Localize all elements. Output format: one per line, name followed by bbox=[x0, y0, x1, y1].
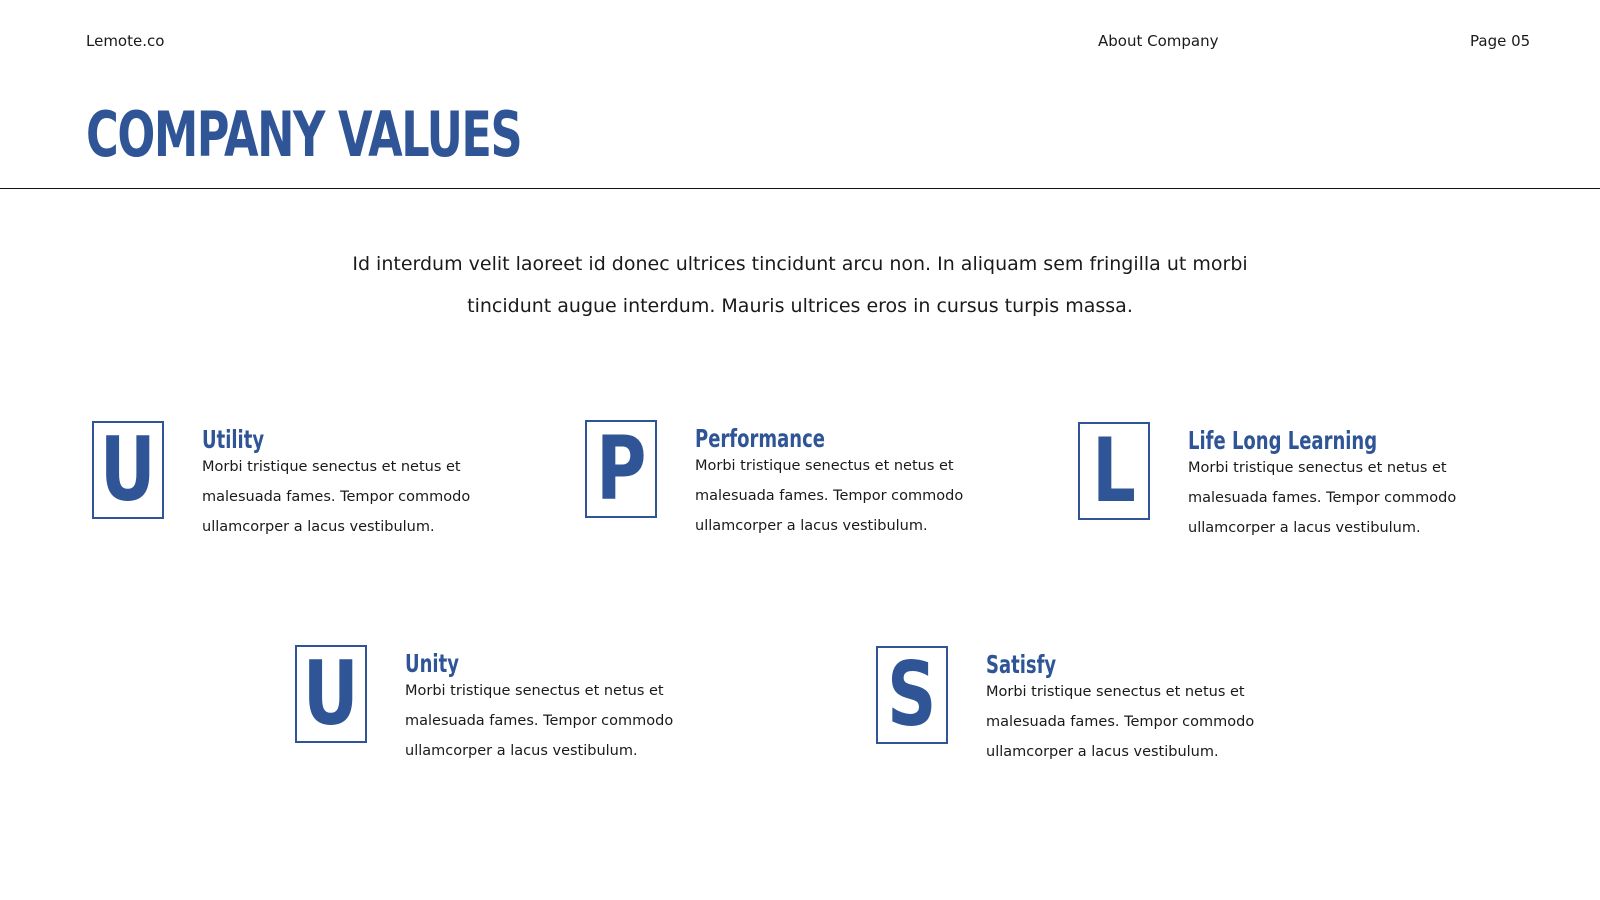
letter-box-performance bbox=[585, 417, 657, 520]
value-description: Morbi tristique senectus et netus et malesuada fames. Tempor commodo ullamcorper a lacus vestibulum. bbox=[695, 458, 964, 534]
letter-box-utility bbox=[92, 418, 164, 521]
letter-box-life-long-learning bbox=[1078, 419, 1150, 522]
page-title: COMPANY VALUES bbox=[86, 98, 522, 171]
value-title: Unity bbox=[405, 649, 459, 678]
letter-box-satisfy bbox=[876, 643, 948, 746]
section-label: About Company bbox=[1098, 32, 1219, 50]
page-number: Page 05 bbox=[1470, 32, 1531, 50]
value-description: Morbi tristique senectus et netus et malesuada fames. Tempor commodo ullamcorper a lacus vestibulum. bbox=[202, 459, 471, 535]
value-title: Satisfy bbox=[986, 650, 1057, 679]
value-description: Morbi tristique senectus et netus et malesuada fames. Tempor commodo ullamcorper a lacus vestibulum. bbox=[986, 684, 1255, 760]
value-item-performance bbox=[585, 417, 1005, 550]
value-item-satisfy bbox=[876, 643, 1296, 776]
value-item-life-long-learning bbox=[1078, 419, 1498, 552]
value-letter: P bbox=[595, 417, 647, 520]
value-description: Morbi tristique senectus et netus et malesuada fames. Tempor commodo ullamcorper a lacus vestibulum. bbox=[1188, 460, 1457, 536]
letter-box-unity bbox=[295, 642, 367, 745]
brand-name: Lemote.co bbox=[86, 32, 165, 50]
title-divider bbox=[0, 188, 1600, 189]
value-title: Performance bbox=[695, 424, 825, 453]
value-title: Utility bbox=[202, 425, 265, 454]
value-letter: U bbox=[100, 418, 156, 521]
value-letter: L bbox=[1092, 419, 1136, 522]
value-letter: U bbox=[303, 642, 359, 745]
value-item-utility bbox=[92, 418, 512, 551]
value-item-unity bbox=[295, 642, 715, 775]
intro-paragraph: Id interdum velit laoreet id donec ultrices tincidunt arcu non. In aliquam sem fringilla ut morbi tincidunt augue interdum. Mauris ultrices eros in cursus turpis massa. bbox=[352, 253, 1248, 317]
value-letter: S bbox=[887, 643, 937, 746]
value-description: Morbi tristique senectus et netus et malesuada fames. Tempor commodo ullamcorper a lacus vestibulum. bbox=[405, 683, 674, 759]
value-title: Life Long Learning bbox=[1188, 426, 1378, 455]
